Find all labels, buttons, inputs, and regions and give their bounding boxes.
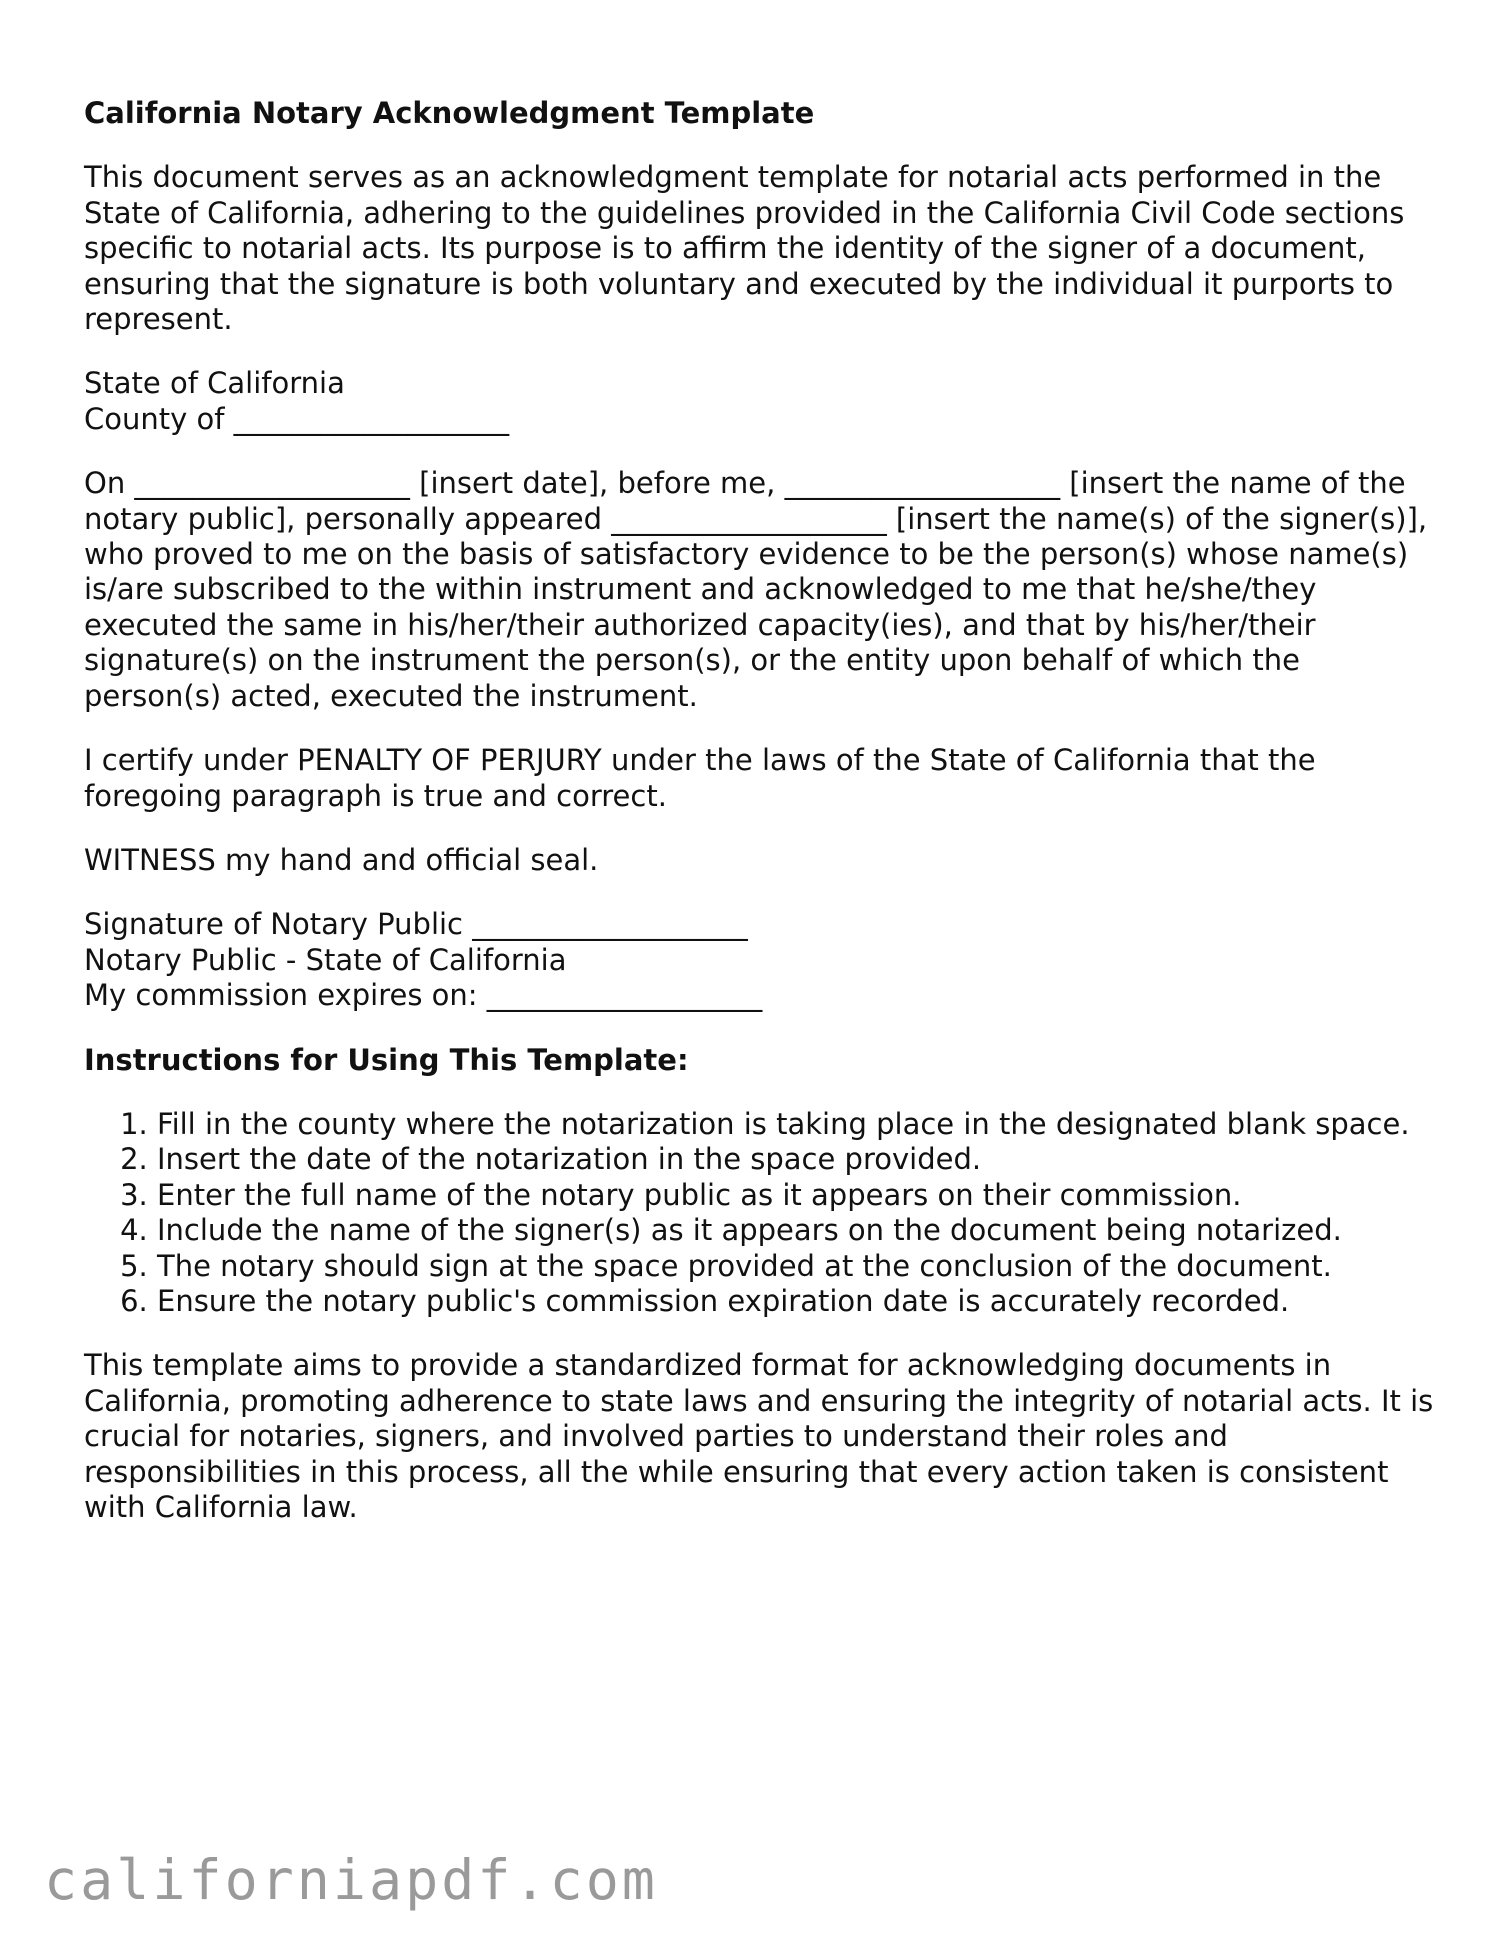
- list-item: 2. Insert the date of the notarization in the space provided.: [157, 1142, 1434, 1177]
- document-title: California Notary Acknowledgment Template: [84, 96, 815, 130]
- list-item: 4. Include the name of the signer(s) as it appears on the document being notarized.: [157, 1213, 1434, 1248]
- notary-signature-line: Signature of Notary Public ___________________: [84, 907, 748, 942]
- list-item: 1. Fill in the county where the notarization is taking place in the designated blank space.: [157, 1107, 1434, 1142]
- acknowledgment-paragraph: On ___________________ [insert date], before me, ___________________ [insert the name of the notary public], personally appeared ___________________ [insert the name(s) of the signer(s)], who proved to me on the basis of satisfactory evidence to be the person(s) whose name(s) is/are subscribed to the within instrument and acknowledged to me that he/she/they executed the same in his/her/their authorized capacity(ies), and that by his/her/their signature(s) on the instrument the person(s), or the entity upon behalf of which the person(s) acted, executed the instrument.: [84, 466, 1428, 713]
- notary-title-line: Notary Public - State of California: [84, 942, 567, 977]
- document-page: [84, 96, 1434, 1554]
- intro-paragraph: This document serves as an acknowledgment template for notarial acts performed in the State of California, adhering to the guidelines provided in the California Civil Code sections specific to notarial acts. Its purpose is to affirm the identity of the signer of a document, ensuring that the signature is both voluntary and executed by the individual it purports to represent.: [84, 160, 1405, 337]
- instructions-heading: Instructions for Using This Template:: [84, 1042, 689, 1077]
- signature-block: [84, 907, 1434, 1013]
- venue-county: County of ___________________: [84, 401, 510, 436]
- list-item: 5. The notary should sign at the space provided at the conclusion of the document.: [157, 1249, 1434, 1284]
- certification-paragraph: I certify under PENALTY OF PERJURY under the laws of the State of California that the foregoing paragraph is true and correct.: [84, 743, 1316, 813]
- watermark: californiapdf.com: [44, 1848, 658, 1912]
- venue-block: [84, 366, 1434, 437]
- witness-line: WITNESS my hand and official seal.: [84, 842, 599, 877]
- list-item: 3. Enter the full name of the notary public as it appears on their commission.: [157, 1178, 1434, 1213]
- commission-expiry-line: My commission expires on: ___________________: [84, 978, 763, 1013]
- closing-paragraph: This template aims to provide a standardized format for acknowledging documents in California, promoting adherence to state laws and ensuring the integrity of notarial acts. It is crucial for notaries, signers, and involved parties to understand their roles and responsibilities in this process, all the while ensuring that every action taken is consistent with California law.: [84, 1348, 1434, 1524]
- instructions-list: [84, 1107, 1434, 1319]
- venue-state: State of California: [84, 366, 345, 401]
- list-item: 6. Ensure the notary public's commission expiration date is accurately recorded.: [157, 1284, 1434, 1319]
